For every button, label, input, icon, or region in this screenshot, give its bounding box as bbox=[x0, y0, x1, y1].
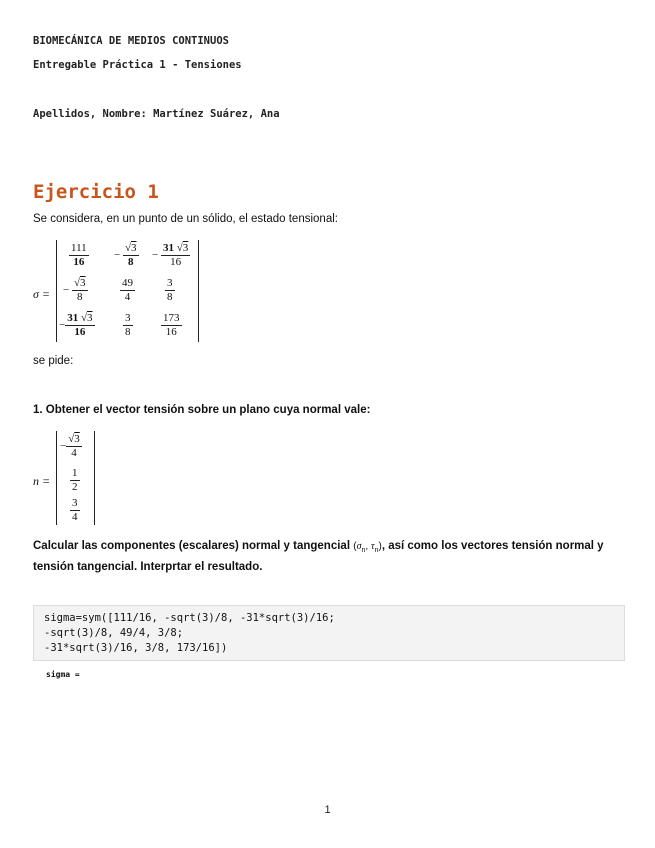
n-label: n = bbox=[33, 474, 51, 488]
course-title: BIOMECÁNICA DE MEDIOS CONTINUOS bbox=[33, 35, 229, 47]
se-pide-text: se pide: bbox=[33, 355, 74, 367]
sigma-13: − $\frac{31 √3}{16}$ bbox=[152, 242, 189, 268]
student-name: Apellidos, Nombre: Martínez Suárez, Ana bbox=[33, 108, 280, 120]
sigma-32: $\frac{3}{8}$ bbox=[125, 312, 131, 338]
code-block[interactable] bbox=[33, 605, 625, 661]
page-number: 1 bbox=[324, 804, 331, 816]
code-line-3: -31*sqrt(3)/16, 3/8, 173/16]) bbox=[44, 642, 228, 654]
assignment-title: Entregable Práctica 1 - Tensiones bbox=[33, 59, 242, 71]
sigma-11: $\frac{111}{16}$ bbox=[71, 242, 87, 268]
code-line-2: -sqrt(3)/8, 49/4, 3/8; bbox=[44, 627, 184, 639]
sigma-label: σ = bbox=[33, 287, 51, 301]
sigma-31: − $\frac{31 √3}{16}$ bbox=[59, 312, 93, 338]
code-output: sigma = bbox=[46, 670, 80, 679]
n-1: − $\frac{√3}{4}$ bbox=[60, 433, 80, 459]
item-1-task: Calcular las componentes (escalares) normal y tangencial ($\sigma_n$, $\tau_n$), así como los vectores tensión normal y tensión tangencial. Interprtar el resultado. bbox=[33, 540, 604, 573]
sigma-22: $\frac{49}{4}$ bbox=[122, 277, 133, 303]
sigma-12: − $\frac{√3}{8}$ bbox=[114, 242, 137, 268]
exercise-heading: Ejercicio 1 bbox=[33, 181, 159, 203]
item-1-heading: 1. Obtener el vector tensión sobre un plano cuya normal vale: bbox=[33, 404, 371, 416]
sigma-21: − $\frac{√3}{8}$ bbox=[63, 277, 86, 303]
sigma-matrix bbox=[56, 240, 199, 342]
code-line-1: sigma=sym([111/16, -sqrt(3)/8, -31*sqrt(3)/16; bbox=[44, 612, 335, 624]
sigma-23: $\frac{3}{8}$ bbox=[167, 277, 173, 303]
n-3: $\frac{3}{4}$ bbox=[72, 497, 78, 523]
exercise-intro: Se considera, en un punto de un sólido, el estado tensional: bbox=[33, 213, 338, 225]
sigma-33: $\frac{173}{16}$ bbox=[163, 312, 180, 338]
n-vector bbox=[56, 431, 95, 525]
n-2: $\frac{1}{2}$ bbox=[72, 467, 78, 493]
